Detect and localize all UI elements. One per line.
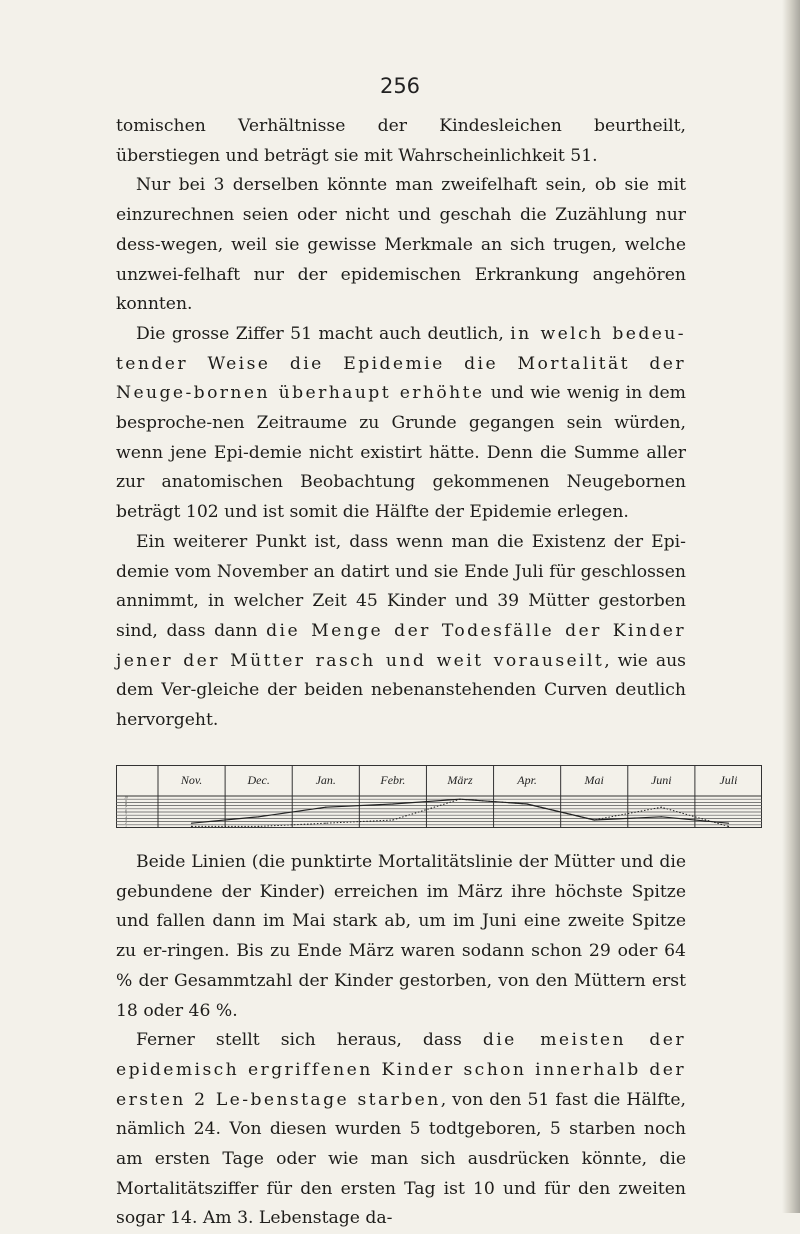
chart-y-tick-label: 6 bbox=[125, 808, 127, 813]
paragraph-text: , wie aus dem Ver-gleiche der beiden nebenanstehenden Curven deutlich hervorgeht. bbox=[116, 650, 686, 731]
chart-data-point bbox=[191, 826, 192, 827]
chart-y-tick-label: 1 bbox=[125, 824, 127, 828]
chart-data-point bbox=[459, 799, 460, 800]
mortality-chart bbox=[116, 765, 762, 832]
chart-category-label: Dec. bbox=[247, 773, 270, 787]
text-block-top bbox=[116, 112, 686, 736]
chart-y-tick-label: 5 bbox=[125, 811, 127, 816]
chart-y-tick-label: 7 bbox=[125, 805, 127, 810]
chart-data-point bbox=[258, 816, 259, 817]
chart-data-point bbox=[728, 826, 729, 827]
chart-y-tick-label: 9 bbox=[125, 798, 127, 803]
paragraph-text: Beide Linien (die punktirte Mortalitätslinie der Mütter und die gebundene der Kinder) erreichen im März ihre höchste Spitze und fallen dann im Mai stark ab, um im Juni eine zweite Spitze zu er-ringen. Bis zu Ende März waren sodann schon 29 oder 64 % der Gesammtzahl der Kinder gestorben, von den Müttern erst 18 oder 46 %. bbox=[116, 852, 686, 1021]
chart-data-point bbox=[661, 816, 662, 817]
chart-y-tick-label: 2 bbox=[125, 821, 127, 826]
paragraph-text: Ein weiterer Punkt ist, dass wenn man die Existenz der Epi-demie vom November an datirt und sie Ende Juli für geschlossen annimmt, in welcher Zeit 45 Kinder und 39 Mütter gestorben sind, dass dann bbox=[116, 531, 686, 641]
paragraph-p2 bbox=[116, 171, 686, 320]
chart-category-label: Nov. bbox=[180, 773, 203, 787]
chart-data-point bbox=[661, 807, 662, 808]
chart-data-point bbox=[325, 807, 326, 808]
chart-category-label: Apr. bbox=[517, 773, 537, 787]
paragraph-p5 bbox=[116, 848, 686, 1026]
paragraph-text: und wie wenig in dem besproche-nen Zeitraume zu Grunde gegangen sein würden, wenn jene Epi-demie nicht existirt hätte. Denn die Summe aller zur anatomischen Beobachtung gekommenen Neugebornen beträgt 102 und ist somit die Hälfte der Epidemie erlegen. bbox=[116, 383, 686, 523]
chart-category-label: Juli bbox=[719, 773, 738, 787]
chart-data-point bbox=[258, 826, 259, 827]
chart-data-point bbox=[392, 803, 393, 804]
page-number: 256 bbox=[379, 74, 421, 98]
chart-data-point bbox=[392, 819, 393, 820]
chart-series-line-dotted bbox=[192, 799, 729, 826]
spaced-emphasis-text: in welch bedeu-tender Weise die Epidemie die Mortalität der Neuge-bornen überhaupt erhöhte bbox=[116, 323, 686, 404]
chart-data-point bbox=[594, 819, 595, 820]
paragraph-p6 bbox=[116, 1026, 686, 1234]
chart-data-point bbox=[191, 823, 192, 824]
page-edge-shadow bbox=[782, 0, 800, 1213]
chart-data-point bbox=[728, 823, 729, 824]
spaced-emphasis-text: die Menge der Todesfälle der Kinder jener der Mütter rasch und weit vorauseilt bbox=[116, 620, 686, 671]
chart-y-tick-label: 4 bbox=[125, 814, 127, 819]
chart-y-tick-label: 10 bbox=[124, 795, 128, 800]
chart-y-tick-label: 3 bbox=[125, 818, 127, 822]
chart-series-line-solid bbox=[192, 799, 729, 823]
paragraph-text: , von den 51 fast die Hälfte, nämlich 24. Von diesen wurden 5 todtgeboren, 5 starben noch am ersten Tage oder wie man sich ausdrücken könnte, die Mortalitätsziffer für den ersten Tag ist 10 und für den zweiten sogar 14. Am 3. Lebenstage da- bbox=[116, 1089, 686, 1229]
chart-data-point bbox=[325, 823, 326, 824]
paragraph-text: Die grosse Ziffer 51 macht auch deutlich, bbox=[136, 323, 511, 344]
chart-category-label: Febr. bbox=[380, 773, 406, 787]
chart-category-label: Jan. bbox=[315, 773, 336, 787]
paragraph-p3 bbox=[116, 320, 686, 528]
paragraph-p4 bbox=[116, 528, 686, 736]
paragraph-text: Nur bei 3 derselben könnte man zweifelhaft sein, ob sie mit einzurechnen seien oder nicht und geschah die Zuzählung nur dess-wegen, weil sie gewisse Merkmale an sich trugen, welche unzwei-felhaft nur der epidemischen Erkrankung angehören konnten. bbox=[116, 175, 686, 315]
chart-category-label: Mai bbox=[584, 773, 604, 787]
chart-data-point bbox=[527, 803, 528, 804]
paragraph-text: Ferner stellt sich heraus, dass bbox=[136, 1030, 483, 1051]
chart-category-label: Juni bbox=[650, 773, 672, 787]
text-block-bottom bbox=[116, 848, 686, 1234]
paragraph-text: tomischen Verhältnisse der Kindesleichen beurtheilt, überstiegen und beträgt sie mit Wahrscheinlichkeit 51. bbox=[116, 116, 686, 166]
chart-category-label: März bbox=[447, 773, 473, 787]
chart-y-tick-label: 8 bbox=[125, 802, 127, 806]
spaced-emphasis-text: die meisten der epidemisch ergriffenen Kinder schon innerhalb der ersten 2 Le-benstage starben bbox=[116, 1030, 686, 1110]
paragraph-p1 bbox=[116, 112, 686, 171]
